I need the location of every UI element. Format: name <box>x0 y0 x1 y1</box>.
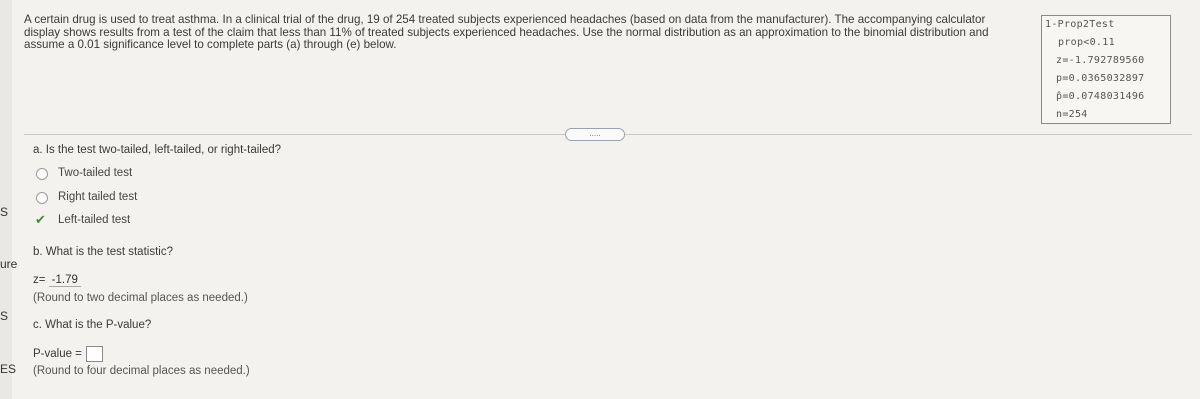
option-label: Left-tailed test <box>58 214 131 226</box>
part-c-hint: (Round to four decimal places as needed.) <box>33 365 250 377</box>
part-a-question: a. Is the test two-tailed, left-tailed, or right-tailed? <box>33 144 282 156</box>
left-panel-strip <box>0 0 12 399</box>
calculator-line: prop<0.11 <box>1058 37 1115 48</box>
part-c-question: c. What is the P-value? <box>33 319 152 331</box>
p-value-answer <box>33 346 103 362</box>
calculator-line: p̂=0.0748031496 <box>1056 91 1145 102</box>
left-panel-fragment: ES <box>0 362 17 376</box>
left-panel-fragment: S <box>0 309 9 323</box>
part-b-hint: (Round to two decimal places as needed.) <box>33 292 248 304</box>
p-value-input[interactable] <box>86 346 103 362</box>
calculator-display <box>1041 15 1171 124</box>
calculator-line: p=0.0365032897 <box>1056 73 1145 84</box>
expand-button[interactable]: ..... <box>565 128 625 141</box>
left-panel-fragment: ure <box>0 257 18 271</box>
calculator-line: z=-1.792789560 <box>1056 55 1145 66</box>
left-panel-fragment: S <box>0 205 9 219</box>
option-label: Two-tailed test <box>58 167 133 179</box>
checkmark-icon: ✔ <box>35 212 46 227</box>
test-statistic-answer <box>33 274 81 287</box>
answer-prefix: z= <box>33 274 46 286</box>
radio-button[interactable] <box>36 168 48 180</box>
part-b-question: b. What is the test statistic? <box>33 246 173 258</box>
problem-statement: A certain drug is used to treat asthma. In a clinical trial of the drug, 19 of 254 treated subjects experienced headaches (based on data from the manufacturer). The accompanying calculator display shows results from a test of the claim that less than 11% of treated subjects experienced headaches. Use the normal distribution as an approximation to the binomial distribution and assume a 0.01 significance level to complete parts (a) through (e) below. <box>24 13 989 51</box>
test-statistic-value[interactable]: -1.79 <box>49 274 81 287</box>
radio-button[interactable] <box>36 192 48 204</box>
answer-prefix: P-value = <box>33 348 82 361</box>
calculator-line: 1-Prop2Test <box>1045 19 1115 30</box>
option-label: Right tailed test <box>58 191 138 203</box>
calculator-line: n=254 <box>1056 109 1088 120</box>
